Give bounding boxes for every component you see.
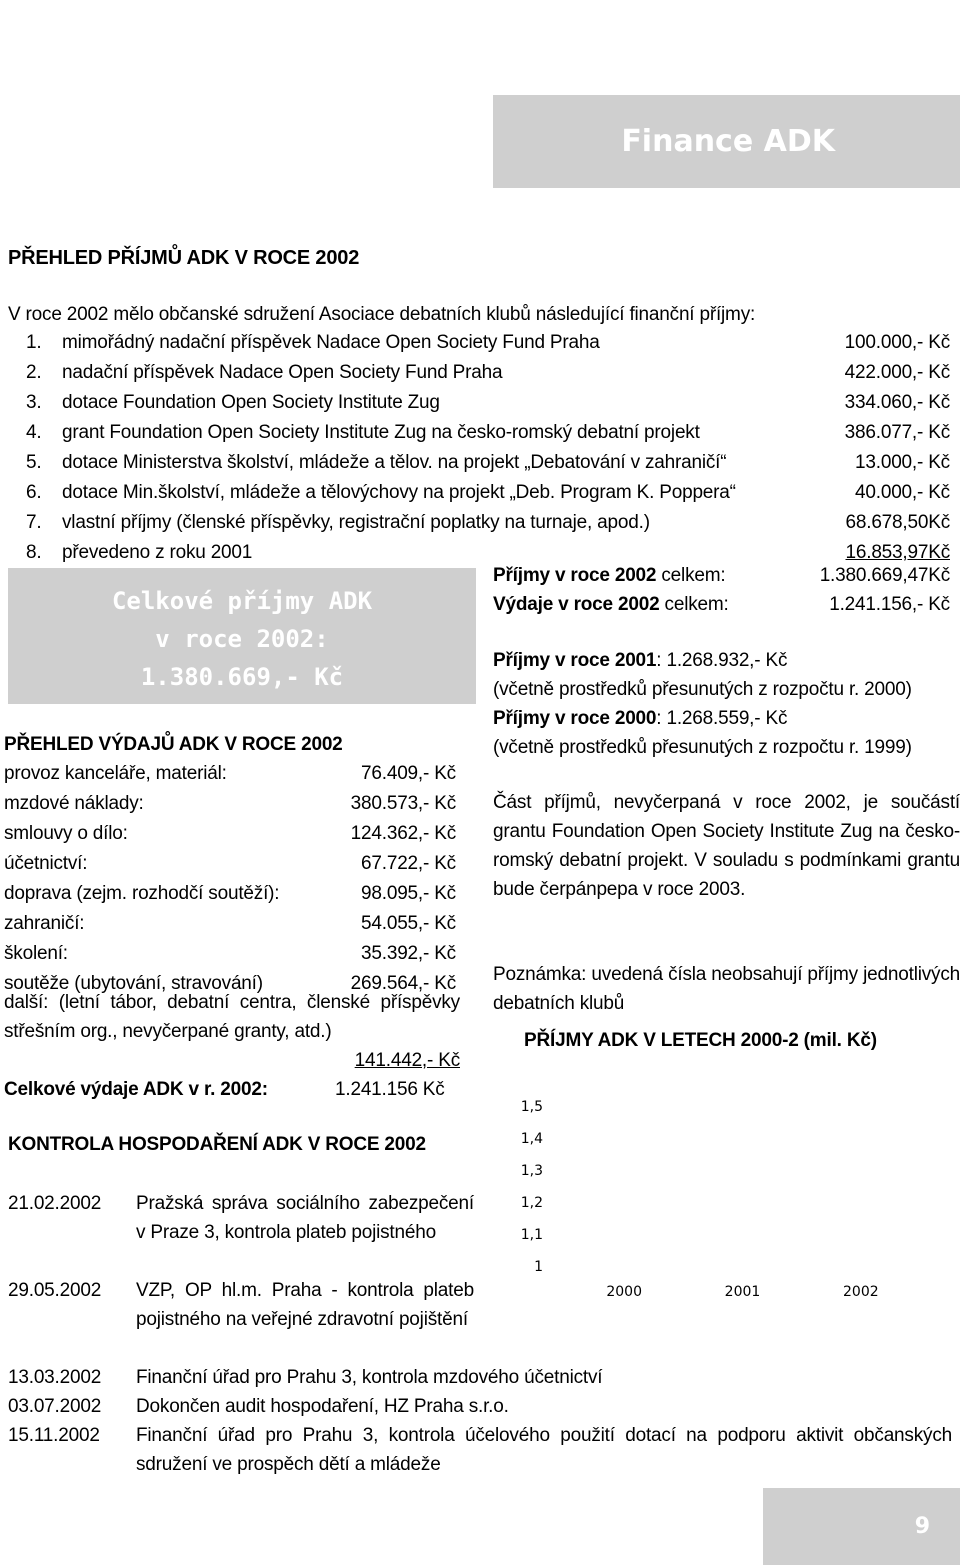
item-label: zahraničí: bbox=[4, 913, 85, 934]
list-item bbox=[0, 538, 960, 567]
total-box-line3: 1.380.669,- Kč bbox=[140, 663, 344, 691]
list-item bbox=[0, 508, 960, 537]
x-tick-label: 2002 bbox=[843, 1284, 879, 1300]
y-tick-label: 1,3 bbox=[520, 1163, 543, 1179]
item-label: provoz kanceláře, materiál: bbox=[4, 763, 227, 784]
list-item bbox=[0, 909, 470, 938]
list-item bbox=[0, 448, 960, 477]
label: Výdaje v roce 2002 bbox=[493, 594, 660, 615]
item-amount: 68.678,50Kč bbox=[845, 512, 950, 533]
page-title: Finance ADK bbox=[621, 124, 835, 159]
audit-text: Finanční úřad pro Prahu 3, kontrola mzdového účetnictví bbox=[136, 1367, 603, 1388]
item-number: 1. bbox=[26, 332, 42, 353]
total-box-line1: Celkové příjmy ADK bbox=[111, 587, 373, 615]
list-item bbox=[0, 879, 470, 908]
list-item bbox=[0, 418, 960, 447]
summary-income-2002-value: 1.380.669,47Kč bbox=[819, 565, 950, 586]
list-item bbox=[0, 388, 960, 417]
item-number: 6. bbox=[26, 482, 42, 503]
label: Příjmy v roce 2001 bbox=[493, 650, 657, 671]
value: : 1.268.932,- Kč bbox=[656, 650, 788, 671]
header-banner bbox=[493, 95, 960, 188]
list-item bbox=[0, 849, 470, 878]
summary-income-2002 bbox=[493, 561, 725, 590]
x-tick-label: 2001 bbox=[724, 1284, 761, 1300]
item-number: 2. bbox=[26, 362, 42, 383]
item-text: dotace Min.školství, mládeže a tělovýchovy na projekt „Deb. Program K. Poppera“ bbox=[62, 482, 736, 503]
item-number: 7. bbox=[26, 512, 42, 533]
item-text: převedeno z roku 2001 bbox=[62, 542, 253, 563]
audit-text: Finanční úřad pro Prahu 3, kontrola účelového použití dotací na podporu aktivit občanských sdružení ve prospěch dětí a mládeže bbox=[136, 1425, 952, 1475]
item-amount: 67.722,- Kč bbox=[361, 853, 456, 874]
label: Příjmy v roce 2002 bbox=[493, 565, 657, 586]
item-amount: 76.409,- Kč bbox=[361, 763, 456, 784]
y-tick-label: 1,2 bbox=[520, 1195, 543, 1211]
list-item bbox=[0, 478, 960, 507]
audit-date: 29.05.2002 bbox=[8, 1280, 102, 1301]
audit-heading: KONTROLA HOSPODAŘENÍ ADK V ROCE 2002 bbox=[8, 1134, 426, 1155]
list-item bbox=[0, 789, 470, 818]
expenses-total-label: Celkové výdaje ADK v r. 2002: bbox=[4, 1079, 268, 1100]
audit-date: 03.07.2002 bbox=[8, 1396, 102, 1417]
item-text: grant Foundation Open Society Institute Zug na česko-romský debatní projekt bbox=[62, 422, 700, 443]
income-total-box bbox=[8, 568, 476, 704]
label-suffix: celkem: bbox=[659, 594, 729, 615]
item-label: doprava (zejm. rozhodčí soutěží): bbox=[4, 883, 280, 904]
expenses-heading: PŘEHLED VÝDAJŮ ADK V ROCE 2002 bbox=[4, 734, 343, 755]
item-number: 5. bbox=[26, 452, 42, 473]
y-tick-label: 1,1 bbox=[520, 1227, 543, 1243]
audit-text: Pražská správa sociálního zabezpečení v Praze 3, kontrola plateb pojistného bbox=[136, 1193, 474, 1243]
item-amount: 100.000,- Kč bbox=[844, 332, 950, 353]
item-label: smlouvy o dílo: bbox=[4, 823, 128, 844]
summary-expense-2002-value: 1.241.156,- Kč bbox=[829, 594, 950, 615]
item-amount: 269.564,- Kč bbox=[350, 973, 456, 994]
item-label: účetnictví: bbox=[4, 853, 88, 874]
summary-income-2001 bbox=[493, 646, 787, 675]
list-item bbox=[0, 328, 960, 357]
summary-paragraph-2: Poznámka: uvedená čísla neobsahují příjmy jednotlivých debatních klubů bbox=[493, 964, 960, 1014]
y-tick-label: 1,5 bbox=[520, 1099, 543, 1115]
audit-text: VZP, OP hl.m. Praha - kontrola plateb pojistného na veřejné zdravotní pojištění bbox=[136, 1280, 474, 1330]
item-amount: 35.392,- Kč bbox=[361, 943, 456, 964]
label: Příjmy v roce 2000 bbox=[493, 708, 657, 729]
item-amount: 422.000,- Kč bbox=[844, 362, 950, 383]
list-item bbox=[0, 819, 470, 848]
chart-title: PŘÍJMY ADK V LETECH 2000-2 (mil. Kč) bbox=[524, 1030, 877, 1051]
item-label: mzdové náklady: bbox=[4, 793, 144, 814]
value: : 1.268.559,- Kč bbox=[656, 708, 788, 729]
item-number: 4. bbox=[26, 422, 42, 443]
item-amount: 98.095,- Kč bbox=[361, 883, 456, 904]
item-amount: 13.000,- Kč bbox=[855, 452, 950, 473]
audit-date: 15.11.2002 bbox=[8, 1425, 100, 1446]
y-tick-label: 1 bbox=[534, 1259, 543, 1275]
list-item bbox=[0, 759, 470, 788]
expenses-other-label: další: (letní tábor, debatní centra, členské příspěvky střešním org., nevyčerpané granty, atd.) bbox=[4, 992, 460, 1042]
summary-paragraph-1: Část příjmů, nevyčerpaná v roce 2002, je součástí grantu Foundation Open Society Institute Zug na česko-romský debatní projekt. V souladu s podmínkami grantu bude čerpánpepa v roce 2003. bbox=[493, 792, 960, 900]
item-amount: 386.077,- Kč bbox=[844, 422, 950, 443]
page-number: 9 bbox=[914, 1514, 930, 1539]
item-amount: 334.060,- Kč bbox=[844, 392, 950, 413]
item-text: vlastní příjmy (členské příspěvky, registrační poplatky na turnaje, apod.) bbox=[62, 512, 650, 533]
list-item bbox=[0, 358, 960, 387]
item-amount: 54.055,- Kč bbox=[361, 913, 456, 934]
summary-income-2001-note: (včetně prostředků přesunutých z rozpočtu r. 2000) bbox=[493, 679, 912, 700]
income-intro: V roce 2002 mělo občanské sdružení Asociace debatních klubů následující finanční příjmy: bbox=[8, 304, 756, 325]
expenses-other-amount: 141.442,- Kč bbox=[354, 1050, 460, 1071]
total-box-line2: v roce 2002: bbox=[155, 625, 329, 653]
page-number-box bbox=[763, 1488, 960, 1565]
income-chart bbox=[480, 1080, 950, 1310]
item-amount: 380.573,- Kč bbox=[350, 793, 456, 814]
item-label: soutěže (ubytování, stravování) bbox=[4, 973, 263, 994]
item-text: nadační příspěvek Nadace Open Society Fund Praha bbox=[62, 362, 503, 383]
item-number: 3. bbox=[26, 392, 42, 413]
item-amount: 124.362,- Kč bbox=[350, 823, 456, 844]
list-item bbox=[0, 939, 470, 968]
audit-date: 13.03.2002 bbox=[8, 1367, 102, 1388]
item-label: školení: bbox=[4, 943, 68, 964]
label-suffix: celkem: bbox=[656, 565, 726, 586]
x-tick-label: 2000 bbox=[606, 1284, 642, 1300]
audit-date: 21.02.2002 bbox=[8, 1193, 102, 1214]
item-text: dotace Ministerstva školství, mládeže a tělov. na projekt „Debatování v zahraničí“ bbox=[62, 452, 727, 473]
y-tick-label: 1,4 bbox=[520, 1131, 543, 1147]
item-amount: 40.000,- Kč bbox=[855, 482, 950, 503]
expenses-total-value: 1.241.156 Kč bbox=[335, 1079, 445, 1100]
item-number: 8. bbox=[26, 542, 42, 563]
audit-text: Dokončen audit hospodaření, HZ Praha s.r.o. bbox=[136, 1396, 509, 1417]
summary-expense-2002 bbox=[493, 590, 729, 619]
income-heading: PŘEHLED PŘÍJMŮ ADK V ROCE 2002 bbox=[8, 247, 360, 269]
summary-income-2000 bbox=[493, 704, 787, 733]
item-amount: 16.853,97Kč bbox=[845, 542, 950, 563]
summary-income-2000-note: (včetně prostředků přesunutých z rozpočtu r. 1999) bbox=[493, 737, 912, 758]
item-text: dotace Foundation Open Society Institute Zug bbox=[62, 392, 440, 413]
item-text: mimořádný nadační příspěvek Nadace Open Society Fund Praha bbox=[62, 332, 600, 353]
